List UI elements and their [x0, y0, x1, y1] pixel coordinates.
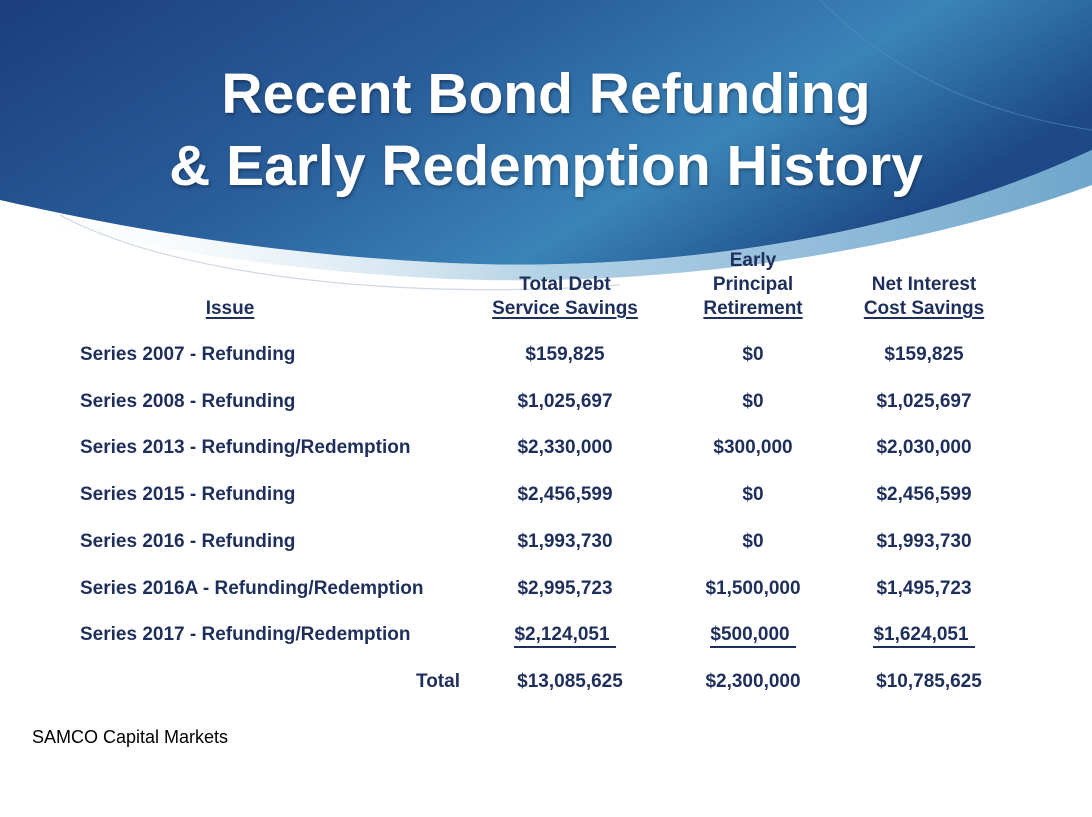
row-interest-savings: $1,025,697 [876, 391, 972, 412]
row-interest-savings: $2,030,000 [876, 437, 972, 458]
total-principal-retirement: $2,300,000 [705, 671, 801, 692]
row-issue: Series 2016A - Refunding/Redemption [80, 578, 424, 599]
row-debt-savings: $1,025,697 [517, 391, 613, 412]
header-early-principal-retirement: Early Principal Retirement [703, 250, 803, 319]
row-debt-savings: $2,330,000 [517, 437, 613, 458]
row-debt-savings: $2,995,723 [517, 578, 613, 599]
title-line-2: & Early Redemption History [169, 134, 923, 198]
row-debt-savings: $2,124,051 [470, 623, 660, 647]
row-interest-savings: $2,456,599 [876, 484, 972, 505]
row-interest-savings: $1,624,051 [845, 623, 1003, 647]
header-total-debt-service-savings: Total Debt Service Savings [492, 274, 638, 319]
row-issue: Series 2008 - Refunding [80, 391, 296, 412]
row-principal-retirement: $1,500,000 [705, 578, 801, 599]
row-issue: Series 2015 - Refunding [80, 484, 296, 505]
header-issue: Issue [205, 298, 255, 319]
total-label: Total [416, 671, 460, 692]
row-issue: Series 2017 - Refunding/Redemption [80, 624, 411, 645]
row-issue: Series 2013 - Refunding/Redemption [80, 437, 411, 458]
total-debt-savings: $13,085,625 [517, 671, 623, 692]
row-principal-retirement: $0 [742, 391, 764, 412]
row-interest-savings: $1,993,730 [876, 531, 972, 552]
header-net-interest-cost-savings: Net Interest Cost Savings [863, 274, 985, 319]
row-principal-retirement: $0 [742, 344, 764, 365]
row-principal-retirement: $500,000 [680, 623, 826, 647]
footer-company: SAMCO Capital Markets [32, 727, 229, 747]
row-issue: Series 2007 - Refunding [80, 344, 296, 365]
row-principal-retirement: $0 [742, 484, 764, 505]
slide-title [0, 58, 1092, 202]
row-issue: Series 2016 - Refunding [80, 531, 296, 552]
row-interest-savings: $159,825 [884, 344, 964, 365]
row-debt-savings: $159,825 [525, 344, 605, 365]
row-principal-retirement: $0 [742, 531, 764, 552]
title-line-1: Recent Bond Refunding [221, 62, 871, 126]
total-interest-savings: $10,785,625 [876, 671, 982, 692]
row-debt-savings: $2,456,599 [517, 484, 613, 505]
row-interest-savings: $1,495,723 [876, 578, 972, 599]
row-debt-savings: $1,993,730 [517, 531, 613, 552]
row-principal-retirement: $300,000 [713, 437, 793, 458]
